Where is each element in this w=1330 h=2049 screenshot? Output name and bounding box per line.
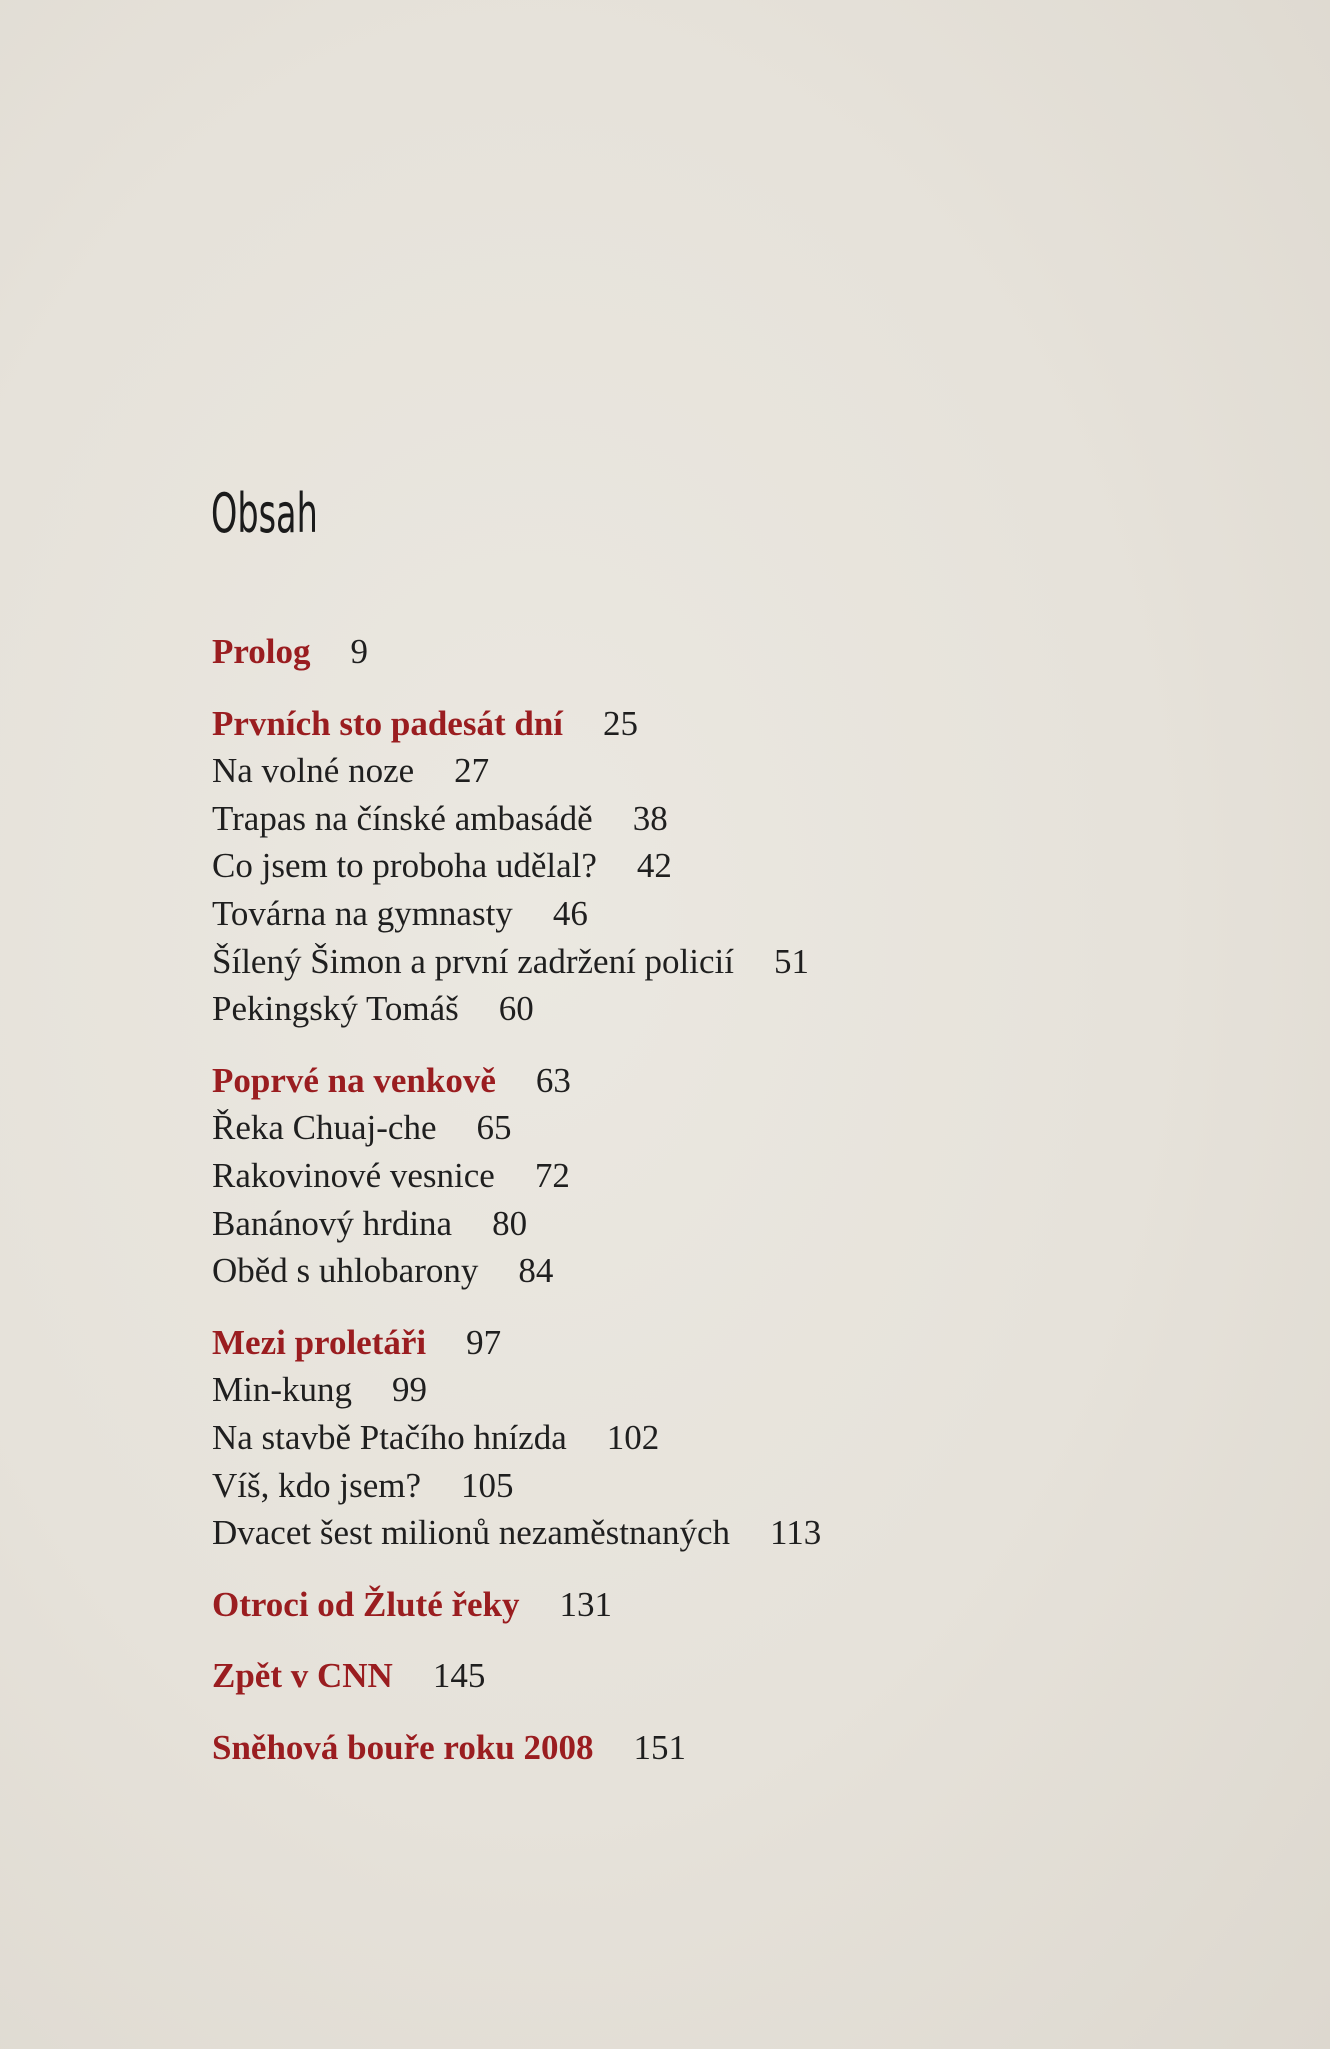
toc-chapter-heading	[212, 700, 1212, 748]
toc-chapter-heading	[212, 1724, 1212, 1772]
page-number: 113	[770, 1513, 822, 1553]
entry-title: Trapas na čínské ambasádě	[212, 798, 593, 838]
page-number: 99	[392, 1370, 427, 1410]
entry-title: Šílený Šimon a první zadržení policií	[212, 941, 734, 981]
page-number: 65	[476, 1108, 512, 1148]
entry-title: Na volné noze	[212, 751, 415, 791]
page-number: 80	[492, 1203, 528, 1243]
entry-title: Dvacet šest milionů nezaměstnaných	[212, 1513, 731, 1553]
page-number: 42	[636, 846, 672, 886]
page-number: 105	[461, 1465, 514, 1505]
toc-chapter-heading	[212, 1652, 1212, 1700]
page-number: 38	[632, 798, 668, 838]
chapter-title: Poprvé na venkově	[212, 1060, 496, 1100]
table-of-contents	[212, 628, 1212, 1795]
page-number: 51	[773, 941, 809, 981]
toc-chapter-heading	[212, 628, 1212, 676]
entry-title: Pekingský Tomáš	[212, 989, 459, 1029]
toc-entry	[212, 985, 1212, 1033]
chapter-title: Prolog	[212, 632, 311, 671]
toc-entry	[212, 1152, 1212, 1200]
entry-title: Oběd s uhlobarony	[212, 1251, 479, 1291]
page-number: 97	[466, 1322, 502, 1362]
page-number: 72	[534, 1155, 570, 1195]
chapter-title: Mezi proletáři	[212, 1322, 427, 1362]
page-number: 84	[518, 1251, 554, 1291]
toc-entry	[212, 747, 1212, 795]
page-number: 9	[350, 632, 369, 671]
toc-entry	[212, 1366, 1212, 1414]
toc-entry	[212, 1200, 1212, 1248]
toc-entry	[212, 938, 1212, 986]
page-number: 151	[633, 1727, 687, 1767]
page-title: Obsah	[211, 482, 318, 545]
entry-title: Řeka Chuaj-che	[212, 1108, 437, 1148]
page-number: 63	[535, 1060, 571, 1100]
page-number: 25	[603, 703, 639, 743]
entry-title: Rakovinové vesnice	[212, 1155, 495, 1195]
chapter-title: Sněhová bouře roku 2008	[212, 1727, 594, 1767]
toc-entry	[212, 1462, 1212, 1510]
page-number: 27	[454, 751, 490, 791]
entry-title: Banánový hrdina	[212, 1203, 453, 1243]
page-number: 46	[552, 893, 588, 933]
entry-title: Co jsem to proboha udělal?	[212, 846, 597, 886]
toc-section	[212, 1581, 1212, 1629]
toc-chapter-heading	[212, 1581, 1212, 1629]
toc-section	[212, 1057, 1212, 1295]
page-number: 60	[498, 989, 534, 1029]
entry-title: Víš, kdo jsem?	[212, 1465, 422, 1505]
page-number: 145	[432, 1656, 486, 1696]
chapter-title: Prvních sto padesát dní	[212, 703, 564, 743]
toc-entry	[212, 795, 1212, 843]
chapter-title: Otroci od Žluté řeky	[212, 1584, 520, 1624]
entry-title: Továrna na gymnasty	[212, 893, 513, 933]
toc-entry	[212, 1414, 1212, 1462]
toc-entry	[212, 842, 1212, 890]
chapter-title: Zpět v CNN	[212, 1656, 393, 1696]
entry-title: Na stavbě Ptačího hnízda	[212, 1417, 567, 1457]
toc-entry	[212, 1247, 1212, 1295]
toc-section	[212, 628, 1212, 676]
toc-section	[212, 1652, 1212, 1700]
toc-chapter-heading	[212, 1319, 1212, 1367]
page-number: 102	[606, 1417, 660, 1457]
toc-entry	[212, 1104, 1212, 1152]
toc-section	[212, 1319, 1212, 1557]
toc-chapter-heading	[212, 1057, 1212, 1105]
toc-entry	[212, 890, 1212, 938]
toc-entry	[212, 1509, 1212, 1557]
toc-section	[212, 700, 1212, 1033]
page-number: 131	[559, 1584, 613, 1624]
toc-section	[212, 1724, 1212, 1772]
entry-title: Min-kung	[212, 1370, 352, 1410]
